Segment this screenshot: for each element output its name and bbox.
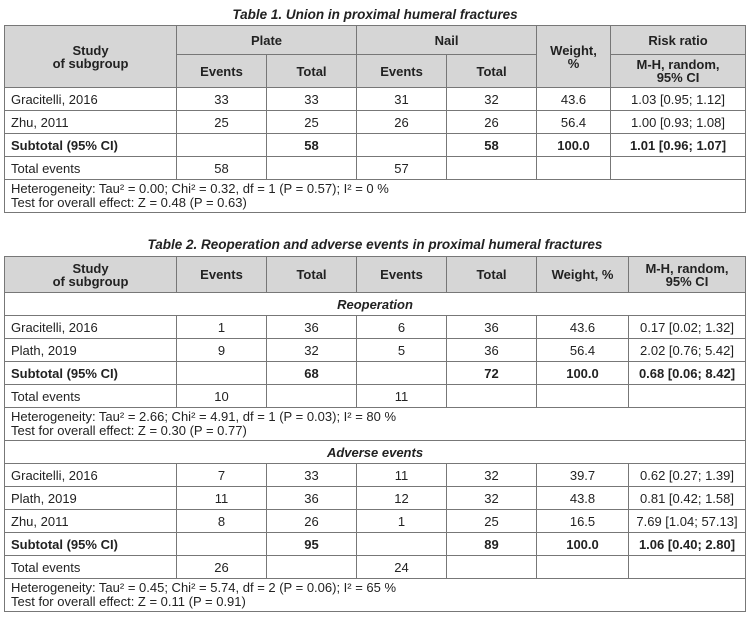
cell: 32 xyxy=(447,88,537,111)
row-label: Plath, 2019 xyxy=(5,487,177,510)
header-study-line1: Study xyxy=(72,42,109,58)
table2-header-weight: Weight, % xyxy=(537,257,629,293)
study-row xyxy=(5,88,746,111)
table2-header-total-2: Total xyxy=(447,257,537,293)
section-heading-row xyxy=(5,293,746,316)
cell: 24 xyxy=(357,556,447,579)
row-label: Total events xyxy=(5,385,177,408)
overall-effect-note: Test for overall effect: Z = 0.48 (P = 0.63) xyxy=(11,195,247,210)
row-label: Gracitelli, 2016 xyxy=(5,464,177,487)
total-events-row xyxy=(5,556,746,579)
header-study-line2: of subgroup xyxy=(52,273,129,289)
cell: 25 xyxy=(177,111,267,134)
cell: 39.7 xyxy=(537,464,629,487)
table1 xyxy=(4,25,746,213)
row-label: Total events xyxy=(5,556,177,579)
cell: 0.17 [0.02; 1.32] xyxy=(629,316,746,339)
row-label: Zhu, 2011 xyxy=(5,111,177,134)
table1-header-nail: Nail xyxy=(357,26,537,55)
section-heading: Adverse events xyxy=(5,441,746,464)
cell xyxy=(447,157,537,180)
header-study-line2: of subgroup xyxy=(52,55,129,71)
cell: 8 xyxy=(177,510,267,533)
cell: 58 xyxy=(177,157,267,180)
cell xyxy=(629,556,746,579)
cell: 10 xyxy=(177,385,267,408)
cell: 7.69 [1.04; 57.13] xyxy=(629,510,746,533)
cell: 36 xyxy=(447,339,537,362)
row-label: Subtotal (95% CI) xyxy=(5,362,177,385)
row-label: Gracitelli, 2016 xyxy=(5,88,177,111)
cell: 31 xyxy=(357,88,447,111)
row-label: Zhu, 2011 xyxy=(5,510,177,533)
cell: 43.6 xyxy=(537,88,611,111)
study-row xyxy=(5,464,746,487)
header-weight-line2: % xyxy=(567,55,580,71)
cell: 1.06 [0.40; 2.80] xyxy=(629,533,746,556)
study-row xyxy=(5,339,746,362)
table2-header-mh xyxy=(629,257,746,293)
cell: 26 xyxy=(357,111,447,134)
cell: 36 xyxy=(447,316,537,339)
cell: 25 xyxy=(267,111,357,134)
header-mh-line1: M-H, random, xyxy=(636,57,720,72)
cell xyxy=(177,362,267,385)
cell: 11 xyxy=(357,464,447,487)
cell: 56.4 xyxy=(537,111,611,134)
header-study-line1: Study xyxy=(72,260,109,276)
table1-header-risk-ratio: Risk ratio xyxy=(611,26,746,55)
row-label: Gracitelli, 2016 xyxy=(5,316,177,339)
cell: 0.68 [0.06; 8.42] xyxy=(629,362,746,385)
notes-row xyxy=(5,180,746,213)
notes-cell xyxy=(5,579,746,612)
table1-header-study xyxy=(5,26,177,88)
table1-header-row-1 xyxy=(5,26,746,55)
cell: 100.0 xyxy=(537,134,611,157)
cell: 0.62 [0.27; 1.39] xyxy=(629,464,746,487)
cell: 89 xyxy=(447,533,537,556)
header-mh-line1: M-H, random, xyxy=(645,260,729,276)
subtotal-row xyxy=(5,533,746,556)
cell xyxy=(357,362,447,385)
cell: 9 xyxy=(177,339,267,362)
cell: 11 xyxy=(177,487,267,510)
cell: 95 xyxy=(267,533,357,556)
study-row xyxy=(5,111,746,134)
study-row xyxy=(5,510,746,533)
table1-header-weight xyxy=(537,26,611,88)
cell: 11 xyxy=(357,385,447,408)
table1-header-plate-total: Total xyxy=(267,55,357,88)
notes-row xyxy=(5,579,746,612)
cell xyxy=(267,385,357,408)
cell: 7 xyxy=(177,464,267,487)
cell: 2.02 [0.76; 5.42] xyxy=(629,339,746,362)
row-label: Subtotal (95% CI) xyxy=(5,134,177,157)
cell: 36 xyxy=(267,316,357,339)
cell xyxy=(357,533,447,556)
subtotal-row xyxy=(5,134,746,157)
cell xyxy=(177,533,267,556)
cell: 33 xyxy=(267,88,357,111)
cell: 26 xyxy=(447,111,537,134)
cell xyxy=(611,157,746,180)
heterogeneity-note: Heterogeneity: Tau² = 0.45; Chi² = 5.74, df = 2 (P = 0.06); I² = 65 % xyxy=(11,580,397,595)
cell xyxy=(537,157,611,180)
cell: 1.00 [0.93; 1.08] xyxy=(611,111,746,134)
notes-cell xyxy=(5,180,746,213)
section-heading-row xyxy=(5,441,746,464)
section-heading: Reoperation xyxy=(5,293,746,316)
notes-row xyxy=(5,408,746,441)
table1-header-mh xyxy=(611,55,746,88)
header-mh-line2: 95% CI xyxy=(656,70,700,85)
study-row xyxy=(5,487,746,510)
header-mh-line2: 95% CI xyxy=(665,273,709,289)
cell: 1 xyxy=(177,316,267,339)
row-label: Plath, 2019 xyxy=(5,339,177,362)
cell: 43.8 xyxy=(537,487,629,510)
cell: 100.0 xyxy=(537,533,629,556)
overall-effect-note: Test for overall effect: Z = 0.30 (P = 0.77) xyxy=(11,423,247,438)
cell: 32 xyxy=(447,487,537,510)
cell: 1.01 [0.96; 1.07] xyxy=(611,134,746,157)
heterogeneity-note: Heterogeneity: Tau² = 0.00; Chi² = 0.32, df = 1 (P = 0.57); I² = 0 % xyxy=(11,181,389,196)
cell: 5 xyxy=(357,339,447,362)
subtotal-row xyxy=(5,362,746,385)
table1-header-plate-events: Events xyxy=(177,55,267,88)
heterogeneity-note: Heterogeneity: Tau² = 2.66; Chi² = 4.91, df = 1 (P = 0.03); I² = 80 % xyxy=(11,409,397,424)
cell xyxy=(357,134,447,157)
table2-header-row xyxy=(5,257,746,293)
cell xyxy=(447,556,537,579)
notes-cell xyxy=(5,408,746,441)
cell: 6 xyxy=(357,316,447,339)
table2-header-events-2: Events xyxy=(357,257,447,293)
cell: 26 xyxy=(267,510,357,533)
cell xyxy=(267,556,357,579)
cell: 25 xyxy=(447,510,537,533)
table2-header-study xyxy=(5,257,177,293)
total-events-row xyxy=(5,385,746,408)
table1-header-nail-total: Total xyxy=(447,55,537,88)
cell: 33 xyxy=(267,464,357,487)
header-weight-line1: Weight, xyxy=(550,42,597,58)
table1-caption: Table 1. Union in proximal humeral fractures xyxy=(232,7,518,22)
row-label: Total events xyxy=(5,157,177,180)
row-label: Subtotal (95% CI) xyxy=(5,533,177,556)
cell xyxy=(177,134,267,157)
table2-header-events-1: Events xyxy=(177,257,267,293)
cell: 56.4 xyxy=(537,339,629,362)
cell: 33 xyxy=(177,88,267,111)
cell: 72 xyxy=(447,362,537,385)
table2-header-total-1: Total xyxy=(267,257,357,293)
cell: 32 xyxy=(267,339,357,362)
cell: 58 xyxy=(267,134,357,157)
cell: 26 xyxy=(177,556,267,579)
cell: 1 xyxy=(357,510,447,533)
cell: 16.5 xyxy=(537,510,629,533)
cell: 58 xyxy=(447,134,537,157)
table1-body xyxy=(5,88,746,213)
table1-header-nail-events: Events xyxy=(357,55,447,88)
study-row xyxy=(5,316,746,339)
cell: 43.6 xyxy=(537,316,629,339)
cell: 12 xyxy=(357,487,447,510)
cell: 57 xyxy=(357,157,447,180)
table2-caption: Table 2. Reoperation and adverse events in proximal humeral fractures xyxy=(147,237,603,252)
table2-body xyxy=(5,293,746,612)
total-events-row xyxy=(5,157,746,180)
table2 xyxy=(4,256,746,612)
cell xyxy=(447,385,537,408)
cell: 1.03 [0.95; 1.12] xyxy=(611,88,746,111)
cell xyxy=(537,385,629,408)
table1-header-plate: Plate xyxy=(177,26,357,55)
cell: 0.81 [0.42; 1.58] xyxy=(629,487,746,510)
cell: 36 xyxy=(267,487,357,510)
cell xyxy=(267,157,357,180)
cell: 68 xyxy=(267,362,357,385)
cell: 100.0 xyxy=(537,362,629,385)
cell xyxy=(629,385,746,408)
cell xyxy=(537,556,629,579)
overall-effect-note: Test for overall effect: Z = 0.11 (P = 0.91) xyxy=(11,594,246,609)
cell: 32 xyxy=(447,464,537,487)
